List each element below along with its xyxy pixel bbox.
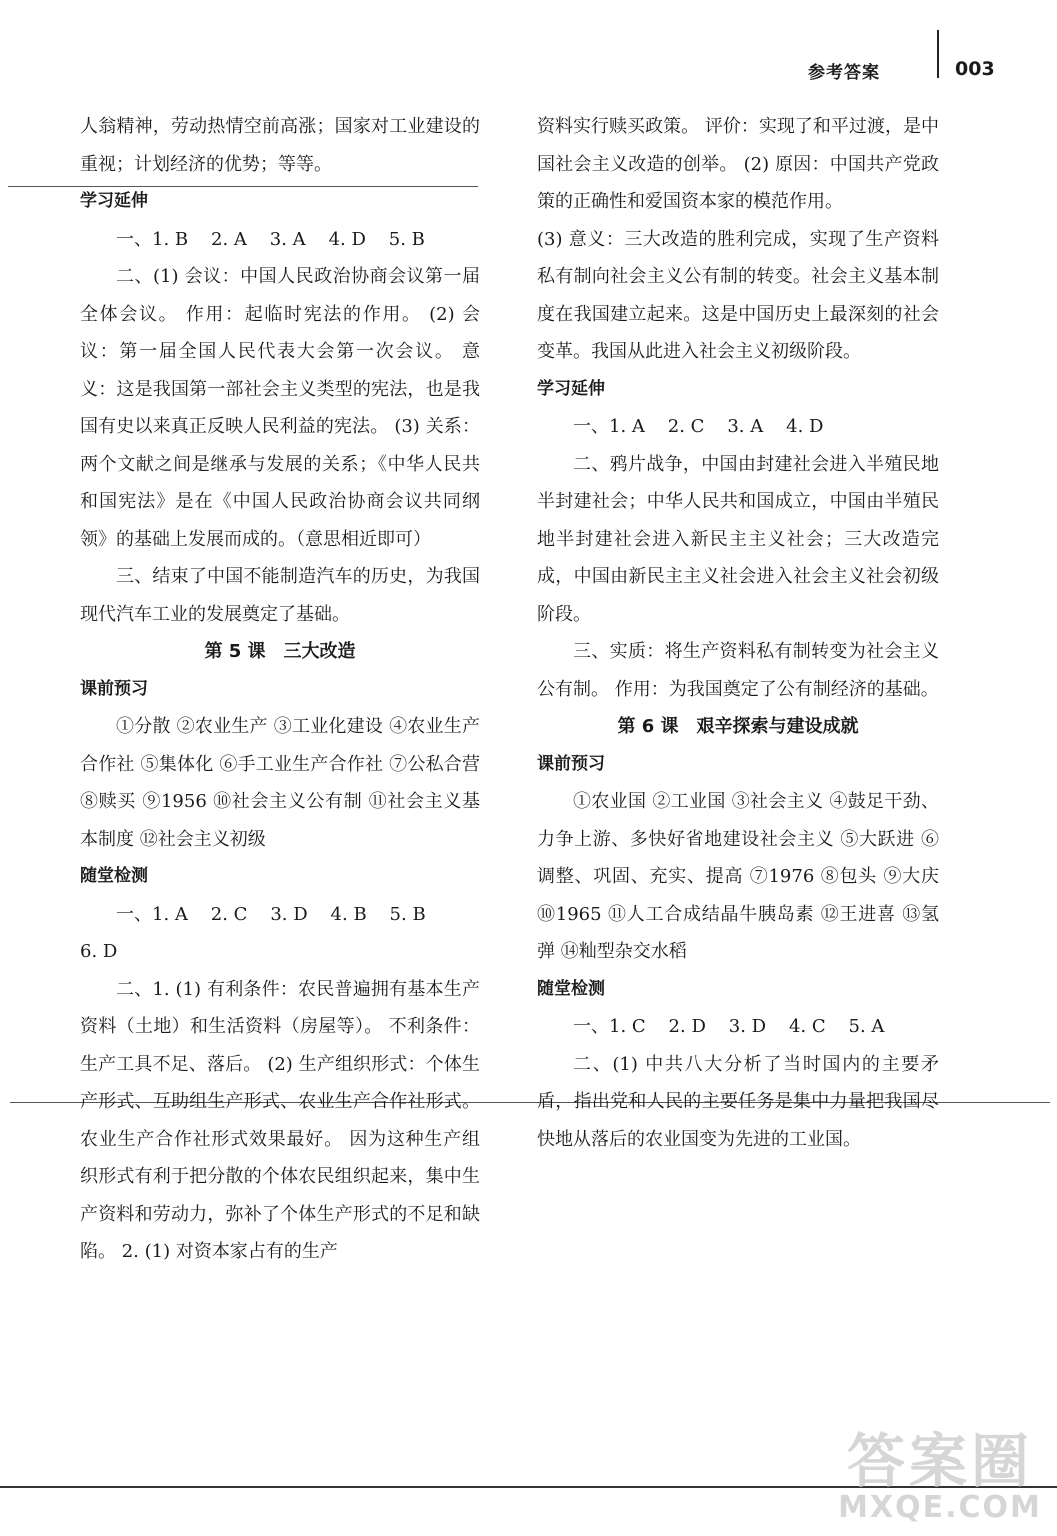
header-divider — [937, 30, 939, 78]
paragraph: 二、(1) 会议：中国人民政治协商会议第一届全体会议。 作用：起临时宪法的作用。 (2) 会议：第一届全国人民代表大会第一次会议。 意义：这是我国第一部社会主义类型的宪法，也是我国有史以来真正反映人民利益的宪法。 (3) 关系：两个文献之间是继承与发展的关系；《中华人民共和国宪法》是在《中国人民政治协商会议共同纲领》的基础上发展而成的。（意思相近即可） — [80, 266, 480, 550]
section-heading: 随堂检测 — [80, 866, 148, 886]
paragraph: 三、实质：将生产资料私有制转变为社会主义公有制。 作用：为我国奠定了公有制经济的基础。 — [537, 641, 939, 700]
watermark-logo — [830, 1427, 1050, 1530]
left-column — [80, 108, 480, 1271]
paragraph: ①分散 ②农业生产 ③工业化建设 ④农业生产合作社 ⑤集体化 ⑥手工业生产合作社 ⑦公私合营 ⑧赎买 ⑨1956 ⑩社会主义公有制 ⑪社会主义基本制度 ⑫社会主义初级 — [80, 716, 480, 850]
watermark-url: MXQE.COM — [838, 1490, 1042, 1525]
lesson-title: 第 5 课 三大改造 — [204, 641, 356, 662]
lesson-title: 第 6 课 艰辛探索与建设成就 — [617, 716, 859, 737]
paragraph: 二、1. (1) 有利条件：农民普遍拥有基本生产资料（土地）和生活资料（房屋等）。 不利条件：生产工具不足、落后。 (2) 生产组织形式：个体生产形式、互助组生产形式、农业生产合作社形式。 农业生产合作社形式效果最好。 因为这种生产组织形式有利于把分散的个体农民组织起来，集中生产资料和劳动力，弥补了个体生产形式的不足和缺陷。 2. (1) 对资本家占有的生产 — [80, 978, 480, 1262]
multiple-choice-answers: 一、1. C 2. D 3. D 4. C 5. A — [573, 1016, 885, 1037]
multiple-choice-answers: 一、1. A 2. C 3. D 4. B 5. B — [116, 903, 426, 925]
section-heading: 学习延伸 — [80, 191, 148, 211]
paragraph: (3) 意义：三大改造的胜利完成，实现了生产资料私有制向社会主义公有制的转变。社会主义基本制度在我国建立起来。这是中国历史上最深刻的社会变革。我国从此进入社会主义初级阶段。 — [537, 228, 939, 362]
multiple-choice-answers: 6. D — [80, 941, 118, 962]
right-column — [537, 108, 939, 1158]
paragraph: 二、(1) 中共八大分析了当时国内的主要矛盾，指出党和人民的主要任务是集中力量把我国尽快地从落后的农业国变为先进的工业国。 — [537, 1053, 939, 1150]
paragraph: 人翁精神，劳动热情空前高涨；国家对工业建设的重视；计划经济的优势；等等。 — [80, 116, 480, 175]
paragraph: ①农业国 ②工业国 ③社会主义 ④鼓足干劲、力争上游、多快好省地建设社会主义 ⑤大跃进 ⑥调整、巩固、充实、提高 ⑦1976 ⑧包头 ⑨大庆 ⑩1965 ⑪人工合成结晶牛胰岛素 ⑫王进喜 ⑬氢弹 ⑭籼型杂交水稻 — [537, 791, 939, 962]
section-heading: 课前预习 — [537, 753, 605, 774]
header-label: 参考答案 — [808, 63, 880, 83]
multiple-choice-answers: 一、1. A 2. C 3. A 4. D — [573, 416, 824, 437]
section-heading: 学习延伸 — [537, 378, 605, 399]
section-heading: 随堂检测 — [537, 978, 605, 999]
paragraph: 二、鸦片战争，中国由封建社会进入半殖民地半封建社会；中华人民共和国成立，中国由半殖民地半封建社会进入新民主主义社会；三大改造完成，中国由新民主主义社会进入社会主义社会初级阶段。 — [537, 453, 939, 625]
multiple-choice-answers: 一、1. B 2. A 3. A 4. D 5. B — [116, 228, 425, 250]
section-heading: 课前预习 — [80, 678, 148, 699]
paragraph: 资料实行赎买政策。 评价：实现了和平过渡，是中国社会主义改造的创举。 (2) 原因：中国共产党政策的正确性和爱国资本家的模范作用。 — [537, 116, 939, 212]
page-number: 003 — [955, 58, 995, 80]
paragraph: 三、结束了中国不能制造汽车的历史，为我国现代汽车工业的发展奠定了基础。 — [80, 566, 480, 625]
watermark-text: 答案圈 — [846, 1427, 1033, 1495]
